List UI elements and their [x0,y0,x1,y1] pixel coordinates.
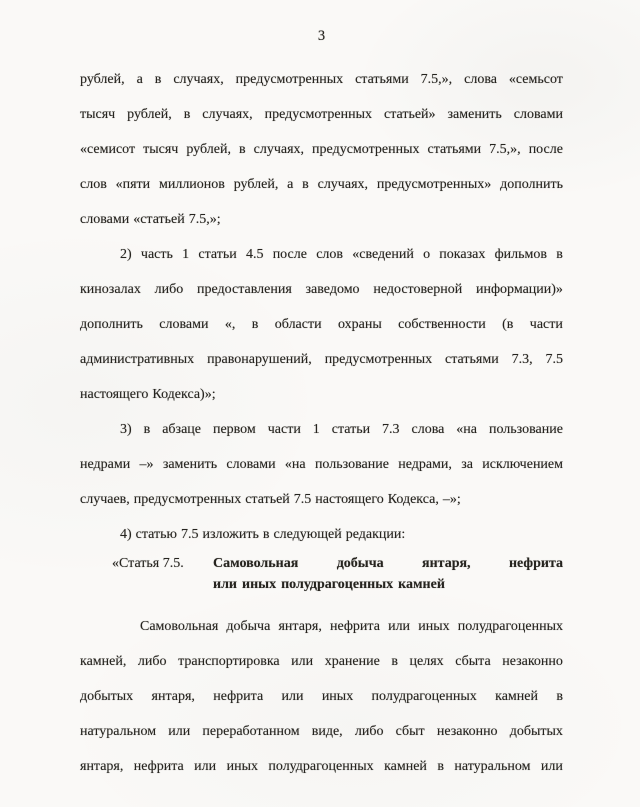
text-line: тысяч рублей, в случаях, предусмотренных статьей» заменить словами [80,106,563,122]
article-heading-line: или иных полудрагоценных камней [213,576,445,592]
text-line: словами «статьей 7.5,»; [80,211,221,227]
text-line: Самовольная добыча янтаря, нефрита или иных полудрагоценных [140,618,563,634]
text-line: кинозалах либо предоставления заведомо недостоверной информации)» [80,281,563,297]
text-line: натуральном или переработанном виде, либо сбыт незаконно добытых [80,723,563,739]
paragraph [80,237,563,412]
text-line: случаев, предусмотренных статьей 7.5 настоящего Кодекса, –»; [80,491,461,507]
text-line: слов «пяти миллионов рублей, а в случаях, предусмотренных» дополнить [80,176,563,192]
text-line: камней, либо транспортировка или хранение в целях сбыта незаконно [80,653,563,669]
text-line: 4) статью 7.5 изложить в следующей редакции: [120,526,406,542]
paragraph [80,517,563,552]
text-line: 3) в абзаце первом части 1 статьи 7.3 слова «на пользование [120,421,563,437]
text-line: янтаря, нефрита или иных полудрагоценных камней в натуральном или [80,758,563,774]
paragraph [80,609,563,784]
text-line: административных правонарушений, предусмотренных статьями 7.3, 7.5 [80,351,563,367]
paragraph [80,412,563,517]
text-line: настоящего Кодекса)»; [80,386,216,402]
article-heading [80,553,563,595]
text-line: рублей, а в случаях, предусмотренных статьями 7.5,», слова «семьсот [80,71,563,87]
document-body [80,62,563,784]
page-number: 3 [317,28,326,44]
paragraph [80,62,563,237]
text-line: дополнить словами «, в области охраны собственности (в части [80,316,563,332]
text-line: «семисот тысяч рублей, в случаях, предусмотренных статьями 7.5,», после [80,141,563,157]
article-heading-line: «Статья 7.5. Самовольная добыча янтаря, нефрита [112,555,563,571]
article-number-label: «Статья 7.5. [112,555,184,571]
text-line: 2) часть 1 статьи 4.5 после слов «сведений о показах фильмов в [120,246,563,262]
text-line: добытых янтаря, нефрита или иных полудрагоценных камней в [80,688,563,704]
text-line: недрами –» заменить словами «на пользование недрами, за исключением [80,456,563,472]
